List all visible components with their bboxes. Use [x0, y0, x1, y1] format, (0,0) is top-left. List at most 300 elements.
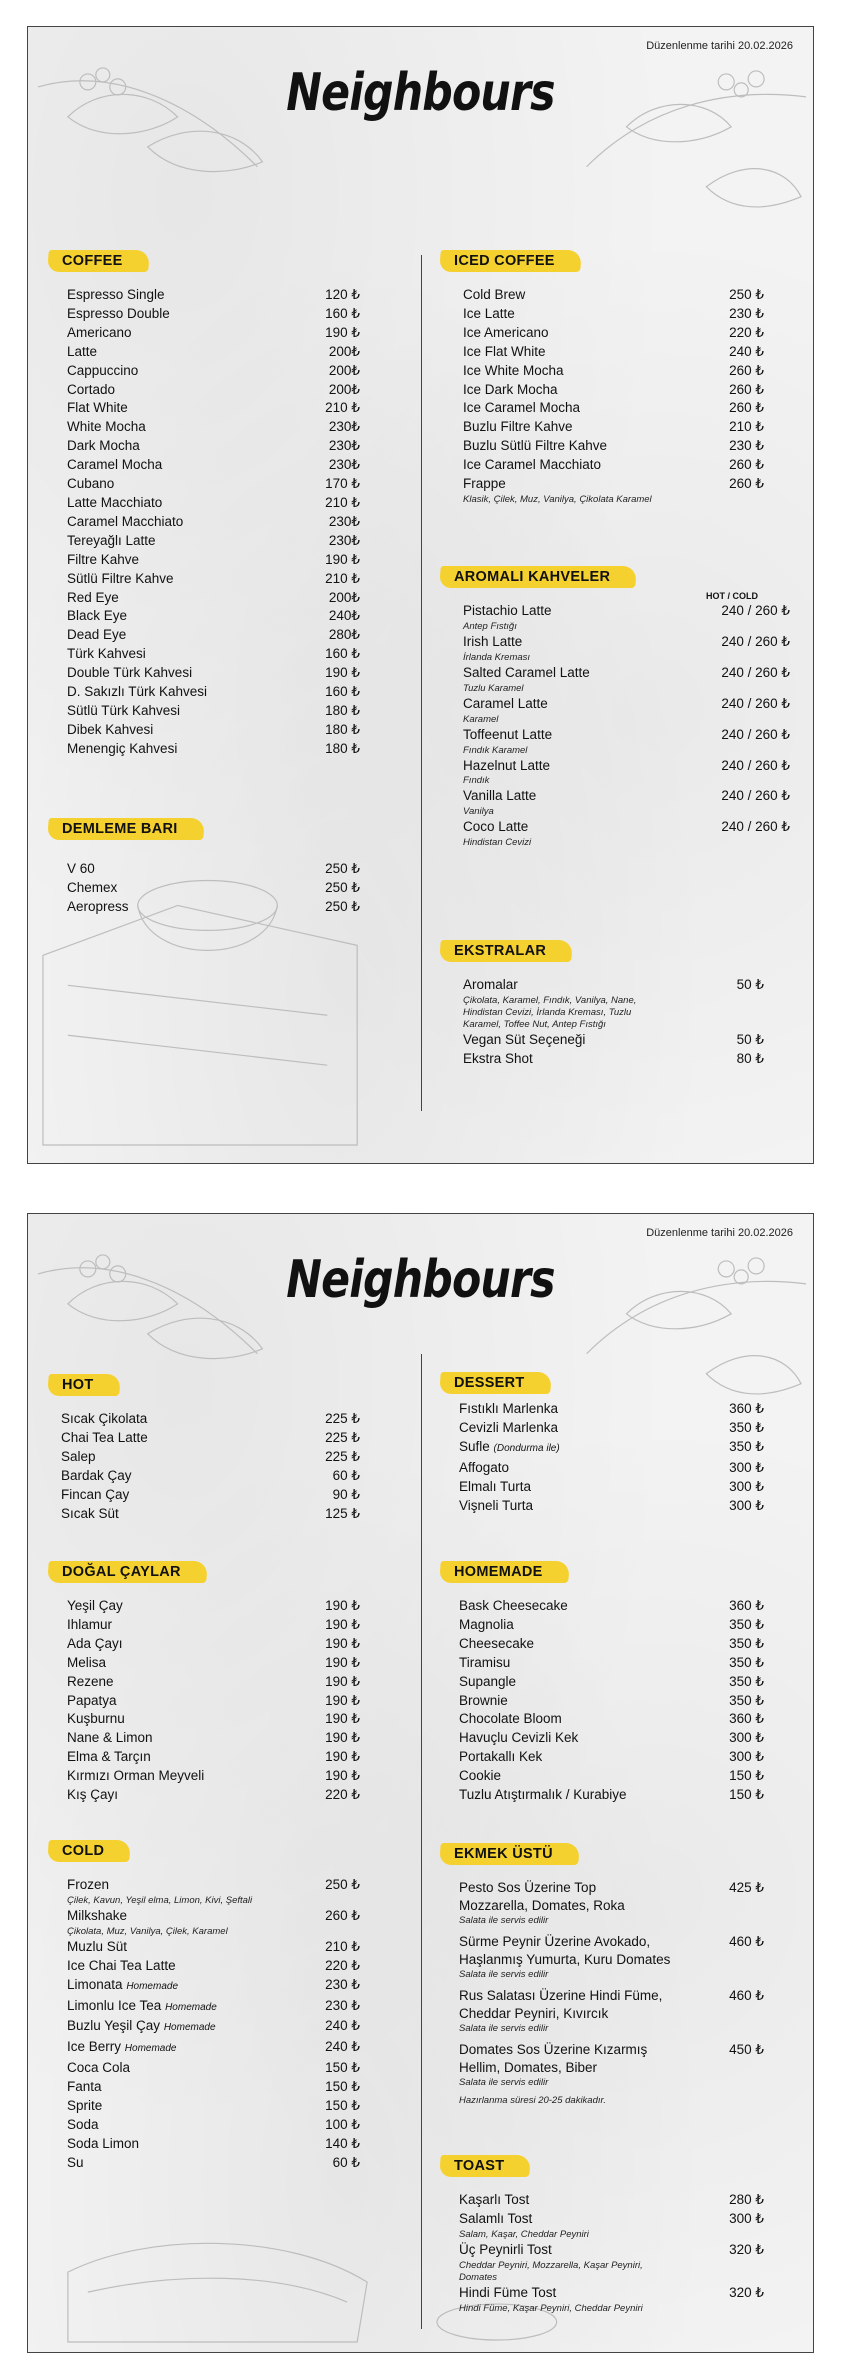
item-name — [459, 1597, 568, 1616]
item-name-text: Su — [67, 2154, 84, 2170]
item-description: Antep Fıstığı — [463, 620, 517, 632]
section-title: EKSTRALAR — [439, 940, 573, 962]
item-name — [67, 626, 126, 645]
section-title: COFFEE — [47, 250, 149, 272]
item-name — [67, 437, 140, 456]
item-price: 300 ₺ — [729, 1749, 764, 1765]
item-price: 360 ₺ — [729, 1401, 764, 1416]
menu-item — [67, 1748, 360, 1767]
item-price: 260 ₺ — [325, 1907, 360, 1923]
item-name — [61, 1429, 148, 1448]
item-name-text: Supangle — [459, 1673, 517, 1689]
menu-item — [459, 1635, 764, 1654]
section-title: DESSERT — [439, 1372, 551, 1394]
menu-item — [67, 418, 360, 437]
item-price: 160 ₺ — [325, 684, 360, 700]
item-price: 190 ₺ — [325, 1673, 360, 1689]
item-description: Hindistan Cevizi — [463, 837, 532, 849]
item-name-text: Nane & Limon — [67, 1730, 153, 1746]
item-price: 240 / 260 ₺ — [721, 757, 790, 773]
item-name-text: Ice Caramel Mocha — [463, 400, 581, 416]
item-price: 240 ₺ — [325, 2039, 360, 2055]
section-dessert — [434, 1372, 764, 1515]
item-name — [459, 1673, 516, 1692]
item-price: 60 ₺ — [332, 2154, 360, 2170]
item-name — [67, 898, 129, 917]
item-name — [67, 1748, 151, 1767]
item-price: 360 ₺ — [729, 1711, 764, 1727]
section-ekmek-ustu — [434, 1843, 764, 2107]
item-name-text: Hindi Füme Tost — [459, 2284, 557, 2300]
menu-item — [463, 818, 790, 837]
item-price: 280₺ — [328, 627, 360, 643]
item-name-text: Cappuccino — [67, 362, 139, 378]
item-price: 60 ₺ — [332, 1467, 360, 1483]
section-dogal-caylar — [42, 1561, 360, 1805]
item-name — [67, 2017, 216, 2038]
item-description: Fındık Karamel — [463, 744, 528, 756]
item-name-text: Ice White Mocha — [463, 362, 564, 378]
menu-page-2 — [27, 1213, 814, 2353]
item-name-text: Toffeenut Latte — [463, 726, 553, 742]
item-price: 200₺ — [328, 589, 360, 605]
item-price: 240 / 260 ₺ — [721, 819, 790, 835]
menu-item — [463, 757, 790, 776]
item-price: 190 ₺ — [325, 1730, 360, 1746]
item-name — [67, 2078, 102, 2097]
item-price: 320 ₺ — [729, 2241, 764, 2257]
item-description: Çilek, Kavun, Yeşil elma, Limon, Kivi, Şeftali — [67, 1894, 253, 1906]
item-name — [67, 645, 146, 664]
menu-item — [459, 2041, 764, 2059]
item-name-text: Haşlanmış Yumurta, Kuru Domates — [459, 1952, 671, 1967]
item-price: 190 ₺ — [325, 1616, 360, 1632]
item-name — [463, 437, 607, 456]
item-name — [61, 1410, 147, 1429]
item-name — [67, 418, 146, 437]
item-name — [67, 702, 180, 721]
item-name — [459, 1459, 509, 1478]
item-name-text: Kaşarlı Tost — [459, 2192, 530, 2207]
item-name — [67, 1710, 125, 1729]
item-name — [67, 721, 153, 740]
item-price: 230 ₺ — [325, 1997, 360, 2013]
item-price: 160 ₺ — [325, 305, 360, 321]
item-price: 320 ₺ — [729, 2284, 764, 2300]
menu-item — [61, 1505, 360, 1524]
item-description: Fındık — [463, 775, 490, 787]
menu-item — [463, 787, 790, 806]
item-price: 350 ₺ — [729, 1419, 764, 1435]
item-name-text: Ice Berry — [67, 2039, 122, 2055]
item-price: 225 ₺ — [325, 1448, 360, 1464]
item-name-text: Ice Flat White — [463, 343, 546, 359]
item-name — [67, 551, 139, 570]
item-price: 190 ₺ — [325, 1635, 360, 1651]
item-name-text: Cheesecake — [459, 1635, 535, 1651]
item-price: 460 ₺ — [729, 1934, 764, 1949]
item-name-text: Sütlü Filtre Kahve — [67, 570, 174, 586]
menu-item — [67, 475, 360, 494]
menu-item — [67, 1876, 360, 1895]
item-name — [463, 343, 546, 362]
menu-item — [67, 683, 360, 702]
menu-item — [459, 1478, 764, 1497]
menu-item — [67, 494, 360, 513]
item-name — [463, 664, 590, 683]
menu-item — [459, 1710, 764, 1729]
item-name — [463, 633, 522, 652]
item-name-text: Caramel Mocha — [67, 457, 163, 473]
item-name — [463, 1050, 533, 1069]
menu-item — [67, 399, 360, 418]
menu-item — [67, 2078, 360, 2097]
item-name — [459, 1786, 627, 1805]
item-name — [459, 1879, 596, 1897]
item-price: 225 ₺ — [325, 1411, 360, 1426]
item-name — [67, 456, 162, 475]
menu-item — [67, 1654, 360, 1673]
item-name-text: Magnolia — [459, 1616, 514, 1632]
edit-date: Düzenlenme tarihi 20.02.2026 — [646, 1227, 793, 1239]
menu-item — [67, 860, 360, 879]
item-name-text: Caramel Macchiato — [67, 513, 184, 529]
item-name-text: Menengiç Kahvesi — [67, 740, 178, 756]
section-title: TOAST — [439, 2155, 531, 2177]
menu-item — [459, 1597, 764, 1616]
item-name — [67, 1767, 204, 1786]
item-name-text: Ihlamur — [67, 1616, 113, 1632]
item-name-text: Cheddar Peyniri, Kıvırcık — [459, 2006, 609, 2021]
item-name-text: Frozen — [67, 1877, 110, 1892]
item-description: Salata ile servis edilir — [459, 2023, 549, 2034]
item-price: 170 ₺ — [325, 476, 360, 492]
item-name — [459, 1400, 558, 1419]
item-name-text: Affogato — [459, 1459, 510, 1475]
item-price: 120 ₺ — [325, 287, 360, 302]
item-name-text: Double Türk Kahvesi — [67, 665, 193, 681]
item-name-text: Aeropress — [67, 898, 129, 914]
item-price: 350 ₺ — [729, 1438, 764, 1454]
menu-item — [463, 475, 764, 494]
section-title: AROMALI KAHVELER — [439, 566, 637, 588]
menu-item — [67, 721, 360, 740]
menu-item — [459, 1879, 764, 1897]
item-description: Karamel — [463, 713, 499, 725]
menu-item — [67, 1710, 360, 1729]
item-price: 100 ₺ — [325, 2116, 360, 2132]
menu-item — [67, 740, 360, 759]
menu-item — [61, 1410, 360, 1429]
section-title: EKMEK ÜSTÜ — [439, 1843, 579, 1865]
item-name — [67, 343, 97, 362]
item-price: 300 ₺ — [729, 1478, 764, 1494]
item-price: 260 ₺ — [729, 457, 764, 473]
menu-item — [463, 1050, 764, 1069]
item-name-text: Pesto Sos Üzerine Top — [459, 1880, 597, 1895]
item-name — [463, 818, 528, 837]
item-name — [61, 1448, 96, 1467]
menu-item — [67, 1997, 360, 2018]
menu-item — [67, 437, 360, 456]
item-price: 360 ₺ — [729, 1598, 764, 1613]
menu-item — [67, 1729, 360, 1748]
item-price: 425 ₺ — [729, 1880, 764, 1895]
item-price: 150 ₺ — [729, 1787, 764, 1803]
item-name — [67, 1616, 112, 1635]
menu-item — [463, 437, 764, 456]
item-name — [67, 532, 156, 551]
item-name-text: Ice Caramel Macchiato — [463, 457, 602, 473]
menu-item — [67, 2059, 360, 2078]
item-name — [67, 1907, 127, 1926]
item-name-text: Türk Kahvesi — [67, 646, 146, 662]
item-name-text: Limonata — [67, 1976, 123, 1992]
item-name — [67, 860, 95, 879]
menu-item — [67, 1907, 360, 1926]
item-tag: Homemade — [126, 1980, 179, 1992]
item-name — [61, 1467, 132, 1486]
item-price: 230₺ — [328, 457, 360, 473]
item-price: 150 ₺ — [325, 2060, 360, 2076]
item-name-text: Chocolate Bloom — [459, 1711, 562, 1727]
item-name — [463, 602, 552, 621]
item-price: 50 ₺ — [736, 977, 764, 992]
item-name-text: Americano — [67, 324, 132, 340]
item-name — [463, 787, 536, 806]
item-tag: Homemade — [124, 2043, 177, 2055]
item-price: 260 ₺ — [729, 362, 764, 378]
item-price: 190 ₺ — [325, 1749, 360, 1765]
brand-logo: Neighbours — [286, 1250, 555, 1310]
menu-item — [67, 2017, 360, 2038]
menu-item — [67, 1957, 360, 1976]
item-name-text: Üç Peynirli Tost — [459, 2241, 552, 2257]
item-name — [463, 381, 558, 400]
item-name — [67, 1786, 118, 1805]
item-description: Çikolata, Karamel, Fındık, Vanilya, Nane, Hindistan Cevizi, İrlanda Kreması, Tuzlu Karamel, Toffee Nut, Antep Fıstığı — [463, 994, 637, 1030]
item-name-text: Cold Brew — [463, 287, 526, 302]
item-description: Salata ile servis edilir — [459, 2077, 549, 2088]
section-title: ICED COFFEE — [439, 250, 581, 272]
item-name-text: Sıcak Süt — [61, 1505, 119, 1521]
item-price: 160 ₺ — [325, 646, 360, 662]
item-price: 220 ₺ — [325, 1787, 360, 1803]
item-description: Salata ile servis edilir — [459, 1969, 549, 1980]
item-name — [67, 879, 117, 898]
item-name — [459, 1933, 650, 1951]
menu-item — [459, 1419, 764, 1438]
section-coffee — [42, 250, 360, 759]
item-name — [67, 381, 115, 400]
item-name — [463, 305, 515, 324]
menu-item — [463, 324, 764, 343]
item-name-text: Dead Eye — [67, 627, 127, 643]
item-name-text: Portakallı Kek — [459, 1749, 543, 1765]
menu-item — [67, 570, 360, 589]
item-price: 280 ₺ — [729, 2192, 764, 2207]
section-toast — [434, 2155, 764, 2315]
item-name-text: Ice Dark Mocha — [463, 381, 558, 397]
item-name-text: Bask Cheesecake — [459, 1598, 568, 1613]
item-name — [459, 1729, 578, 1748]
item-name — [67, 589, 119, 608]
item-name — [459, 2041, 647, 2059]
item-price: 240 / 260 ₺ — [721, 788, 790, 804]
section-ekstralar — [434, 940, 764, 1069]
menu-item — [67, 513, 360, 532]
item-name-text: Vanilla Latte — [463, 788, 537, 804]
item-name — [67, 305, 170, 324]
item-name — [67, 570, 174, 589]
item-price: 450 ₺ — [729, 2042, 764, 2057]
item-price: 210 ₺ — [325, 1938, 360, 1954]
item-description: Hindi Füme, Kaşar Peyniri, Cheddar Peyniri — [459, 2302, 643, 2314]
item-name-text: Tereyağlı Latte — [67, 532, 156, 548]
menu-item — [67, 362, 360, 381]
menu-item — [459, 1692, 764, 1711]
item-name-text: Domates Sos Üzerine Kızarmış — [459, 2042, 648, 2057]
menu-item — [463, 381, 764, 400]
menu-item — [459, 1616, 764, 1635]
item-name-text: Mozzarella, Domates, Roka — [459, 1898, 625, 1913]
item-name — [459, 2284, 556, 2303]
item-name-text: Muzlu Süt — [67, 1938, 128, 1954]
item-name-text: Soda — [67, 2116, 99, 2132]
item-name-text: Ada Çayı — [67, 1635, 123, 1651]
item-name-text: Salep — [61, 1448, 96, 1464]
menu-item — [67, 1597, 360, 1616]
item-name-text: Salamlı Tost — [459, 2210, 533, 2226]
item-name — [67, 513, 183, 532]
item-price: 300 ₺ — [729, 1459, 764, 1475]
item-name-text: Red Eye — [67, 589, 119, 605]
item-name — [67, 1876, 109, 1895]
item-price: 140 ₺ — [325, 2135, 360, 2151]
section-demleme-bari — [42, 818, 360, 917]
item-price: 200₺ — [328, 362, 360, 378]
item-name — [459, 2210, 532, 2229]
item-name — [463, 399, 580, 418]
item-price: 200₺ — [328, 343, 360, 359]
menu-item — [67, 2135, 360, 2154]
item-price: 190 ₺ — [325, 1692, 360, 1708]
item-name — [463, 418, 573, 437]
menu-item — [67, 898, 360, 917]
menu-item — [459, 1767, 764, 1786]
menu-item — [67, 456, 360, 475]
item-name-text: Tiramisu — [459, 1654, 511, 1670]
item-name-text: Latte — [67, 343, 98, 359]
item-name — [463, 1031, 585, 1050]
menu-item — [463, 362, 764, 381]
item-name — [459, 1438, 560, 1459]
item-description: Klasik, Çilek, Muz, Vanilya, Çikolata Karamel — [463, 493, 652, 505]
menu-page-1 — [27, 26, 814, 1164]
menu-item — [67, 1976, 360, 1997]
item-price: 260 ₺ — [729, 381, 764, 397]
item-name — [463, 362, 564, 381]
item-price: 220 ₺ — [325, 1957, 360, 1973]
item-name — [459, 1419, 558, 1438]
menu-item — [67, 664, 360, 683]
item-name-text: Fıstıklı Marlenka — [459, 1401, 559, 1416]
item-name — [459, 1478, 531, 1497]
item-name-text: Frappe — [463, 476, 506, 492]
section-title: DEMLEME BARI — [47, 818, 204, 840]
section-title: DOĞAL ÇAYLAR — [47, 1561, 207, 1583]
item-price: 300 ₺ — [729, 1497, 764, 1513]
item-name-text: Rezene — [67, 1673, 114, 1689]
item-name — [67, 1673, 114, 1692]
item-name — [459, 2241, 552, 2260]
item-price: 190 ₺ — [325, 551, 360, 567]
item-name-text: Chai Tea Latte — [61, 1429, 148, 1445]
item-price: 50 ₺ — [736, 1031, 764, 1047]
menu-item — [61, 1467, 360, 1486]
item-name — [463, 456, 601, 475]
item-name — [67, 1729, 153, 1748]
item-name — [459, 2191, 529, 2210]
item-name — [67, 740, 177, 759]
menu-item — [459, 1786, 764, 1805]
column-divider — [421, 1354, 422, 2329]
item-price: 230 ₺ — [325, 1976, 360, 1992]
item-name-text: Sıcak Çikolata — [61, 1411, 148, 1426]
item-price: 240 ₺ — [729, 343, 764, 359]
item-name — [67, 494, 162, 513]
item-name-text: Elmalı Turta — [459, 1478, 532, 1494]
item-name-text: Sürme Peynir Üzerine Avokado, — [459, 1934, 651, 1949]
item-name-text: Caramel Latte — [463, 695, 548, 711]
menu-item — [67, 1767, 360, 1786]
item-name — [67, 664, 192, 683]
item-price: 190 ₺ — [325, 665, 360, 681]
item-name-text: Ekstra Shot — [463, 1050, 533, 1066]
item-price: 250 ₺ — [325, 861, 360, 876]
menu-item — [67, 607, 360, 626]
item-description: İrlanda Kreması — [463, 651, 531, 663]
item-name — [463, 695, 548, 714]
section-homemade — [434, 1561, 764, 1805]
menu-item — [67, 626, 360, 645]
brand-logo: Neighbours — [286, 63, 555, 123]
menu-item — [459, 1748, 764, 1767]
item-name-text: V 60 — [67, 861, 95, 876]
menu-item — [61, 1448, 360, 1467]
item-price: 250 ₺ — [325, 898, 360, 914]
item-name — [67, 2154, 84, 2173]
menu-item — [67, 589, 360, 608]
item-name-line2 — [459, 2005, 764, 2023]
item-name-text: Sprite — [67, 2098, 103, 2114]
item-name — [459, 1616, 514, 1635]
menu-item — [67, 1692, 360, 1711]
menu-item — [67, 1786, 360, 1805]
menu-item — [67, 645, 360, 664]
item-price: 230 ₺ — [729, 438, 764, 454]
item-name-text: Ice Americano — [463, 324, 549, 340]
item-price: 240₺ — [328, 608, 360, 624]
item-name — [459, 1635, 534, 1654]
item-name-text: D. Sakızlı Türk Kahvesi — [67, 684, 208, 700]
item-price: 350 ₺ — [729, 1635, 764, 1651]
item-name — [67, 324, 132, 343]
item-name — [463, 475, 506, 494]
item-name — [463, 324, 549, 343]
item-tag: Homemade — [165, 2001, 217, 2013]
menu-item — [459, 1400, 764, 1419]
